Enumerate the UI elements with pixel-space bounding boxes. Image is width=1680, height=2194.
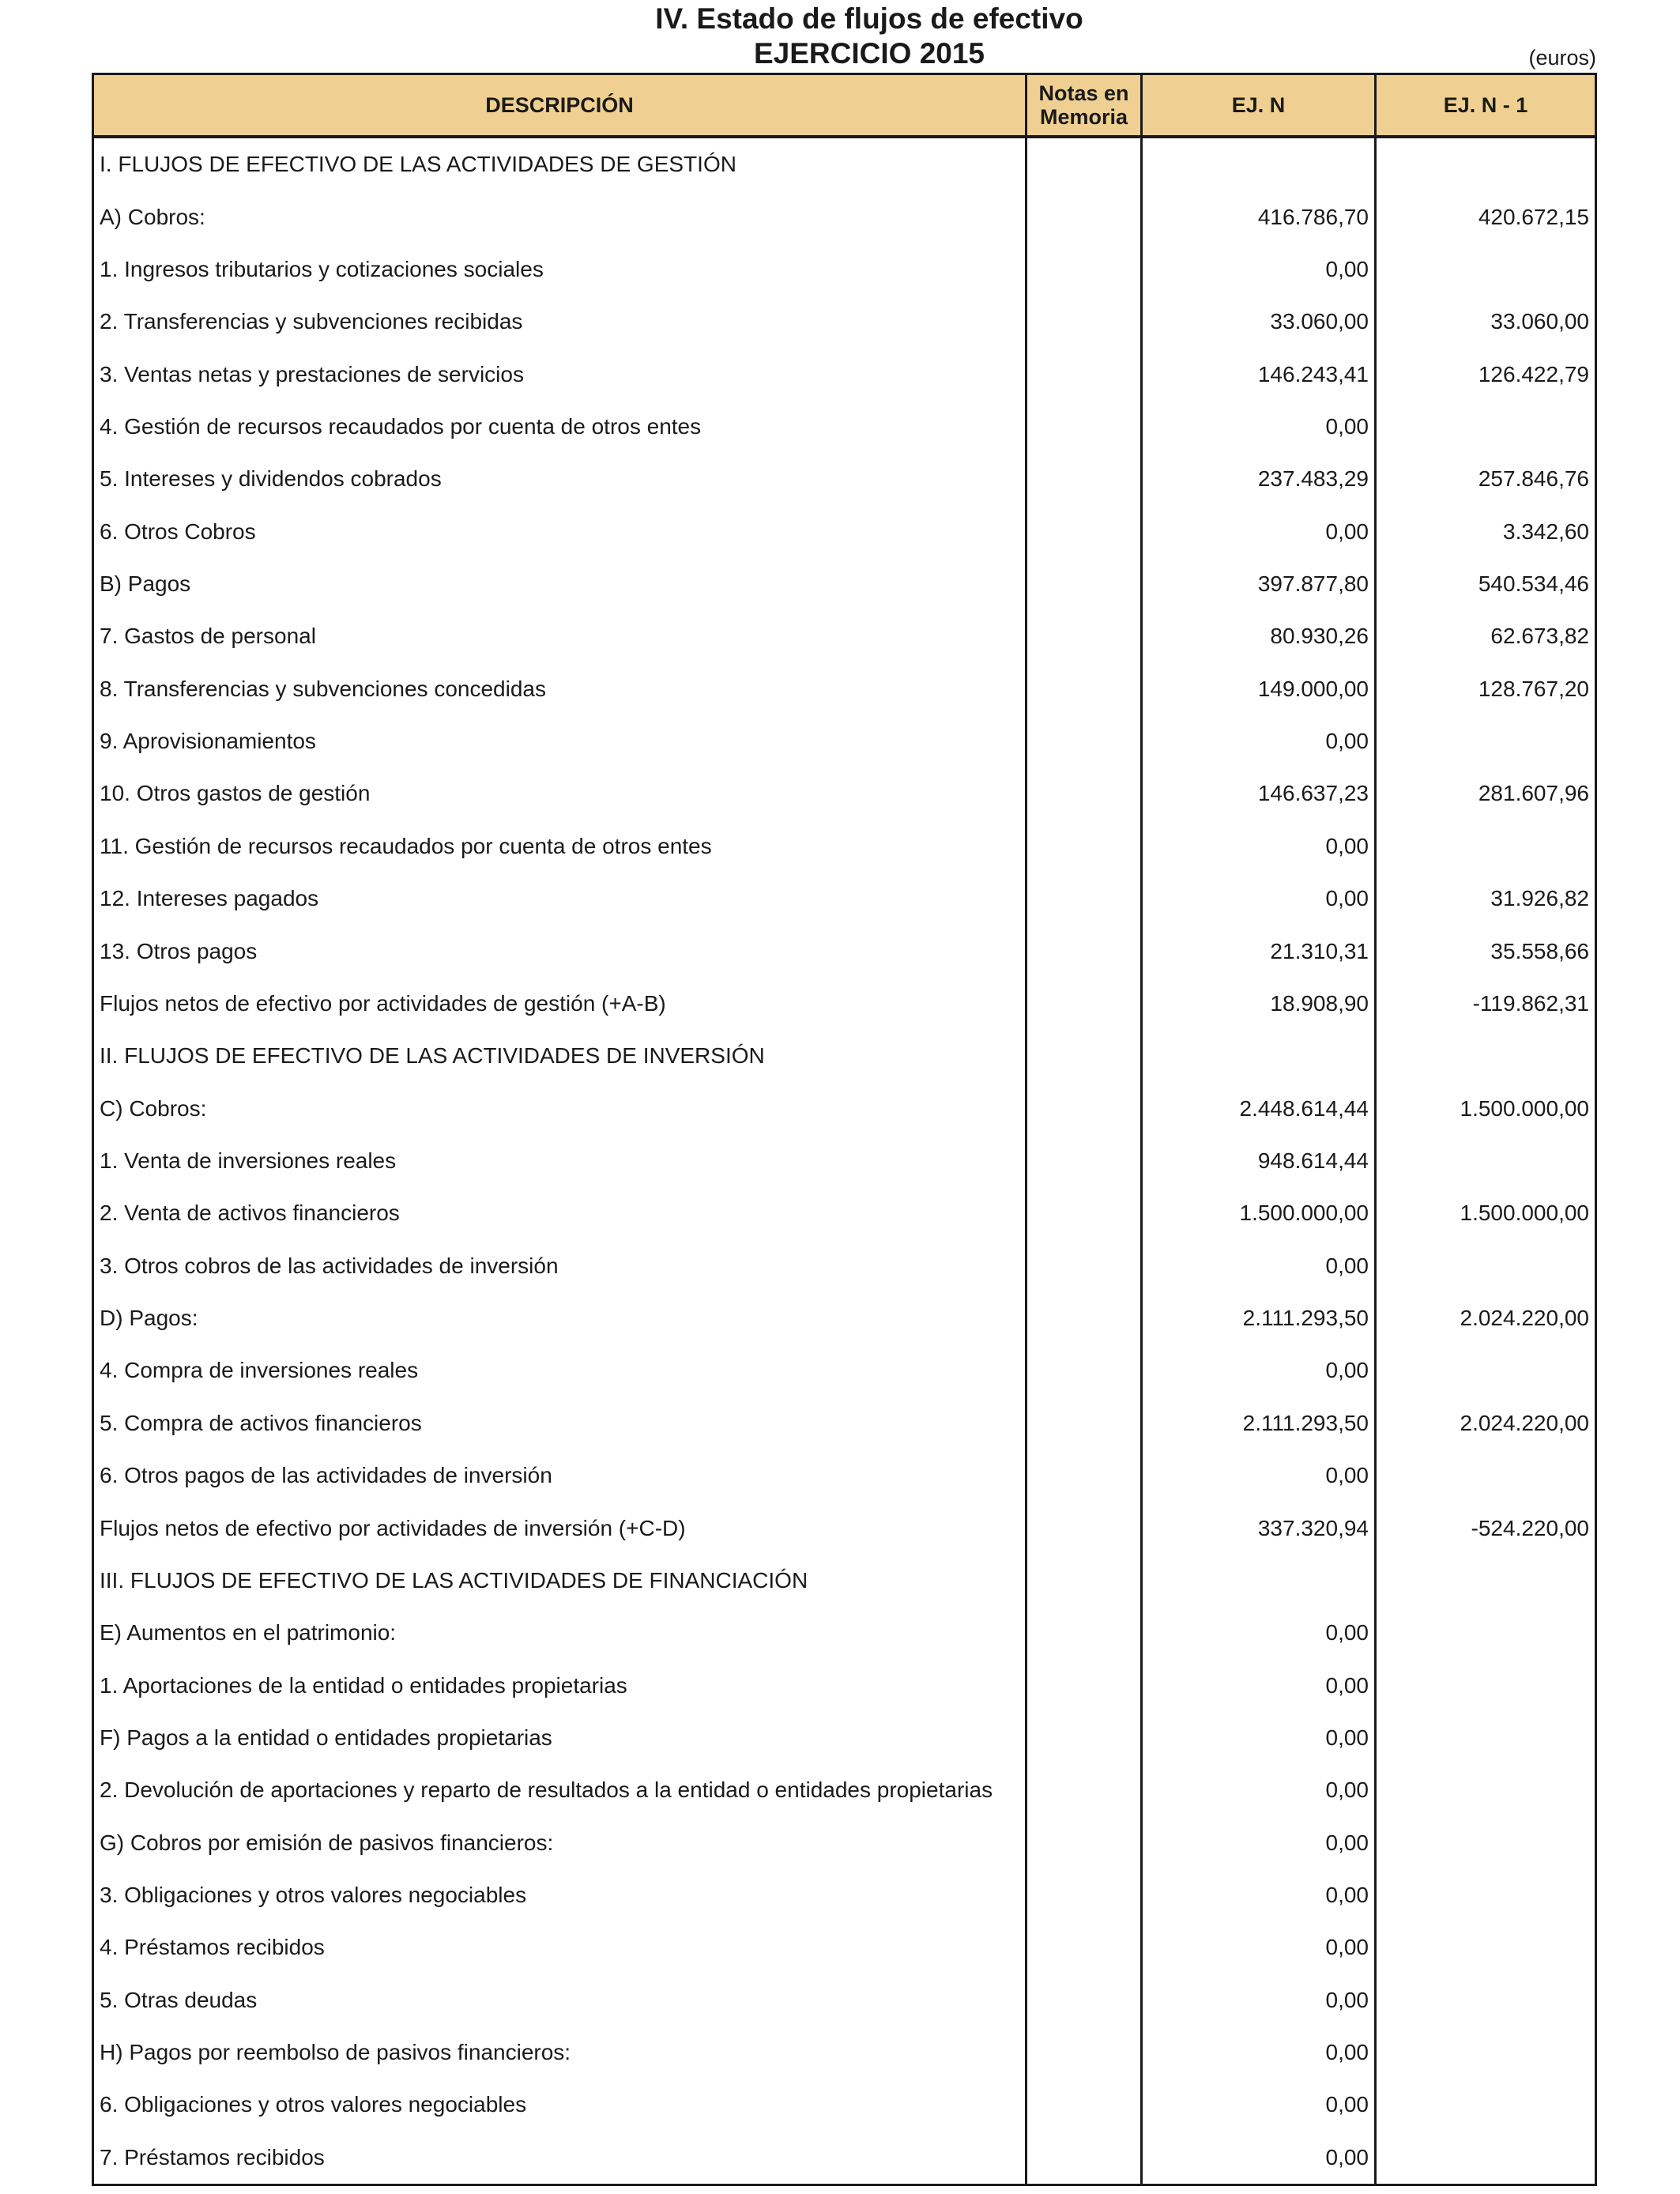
row-value-year-n: 0,00 [1142,243,1376,296]
document-subtitle: EJERCICIO 2015 [753,37,985,70]
row-value-year-n: 0,00 [1142,401,1376,453]
row-description: 6. Otros pagos de las actividades de inversión [93,1449,1026,1502]
row-value-year-n1: 540.534,46 [1376,558,1596,610]
row-notes [1026,1555,1142,1607]
row-notes [1026,715,1142,767]
row-value-year-n1: 420.672,15 [1376,190,1596,243]
table-row [93,2079,1596,2131]
row-value-year-n1: 128.767,20 [1376,663,1596,715]
row-notes [1026,506,1142,558]
row-value-year-n1 [1376,1659,1596,1711]
table-row [93,767,1596,820]
row-description: 3. Obligaciones y otros valores negociables [93,1869,1026,1921]
row-description: 2. Transferencias y subvenciones recibidas [93,296,1026,348]
row-notes [1026,820,1142,873]
cash-flow-table [92,73,1597,2186]
table-row [93,1030,1596,1082]
row-description: G) Cobros por emisión de pasivos financieros: [93,1817,1026,1869]
row-notes [1026,348,1142,400]
row-value-year-n1 [1376,715,1596,767]
row-value-year-n [1142,1555,1376,1607]
row-description: 4. Gestión de recursos recaudados por cuenta de otros entes [93,401,1026,453]
header-notes-line1: Notas en [1038,81,1129,105]
row-notes [1026,137,1142,190]
row-notes [1026,1712,1142,1764]
row-description: 4. Préstamos recibidos [93,1921,1026,1973]
row-notes [1026,1344,1142,1397]
row-notes [1026,2079,1142,2131]
row-value-year-n: 0,00 [1142,1449,1376,1502]
row-description: II. FLUJOS DE EFECTIVO DE LAS ACTIVIDADES DE INVERSIÓN [93,1030,1026,1082]
row-description: 11. Gestión de recursos recaudados por cuenta de otros entes [93,820,1026,873]
row-notes [1026,1030,1142,1082]
row-value-year-n: 0,00 [1142,1712,1376,1764]
row-notes [1026,1764,1142,1816]
row-value-year-n: 2.111.293,50 [1142,1292,1376,1344]
row-description: 2. Venta de activos financieros [93,1187,1026,1239]
table-row [93,1082,1596,1134]
row-value-year-n1 [1376,1555,1596,1607]
row-value-year-n: 0,00 [1142,1607,1376,1659]
row-description: D) Pagos: [93,1292,1026,1344]
row-description: 2. Devolución de aportaciones y reparto de resultados a la entidad o entidades propietarias [93,1764,1026,1816]
row-notes [1026,1082,1142,1134]
table-row [93,820,1596,873]
row-description: A) Cobros: [93,190,1026,243]
row-value-year-n [1142,137,1376,190]
row-notes [1026,401,1142,453]
row-description: 5. Otras deudas [93,1974,1026,2026]
table-row [93,1502,1596,1554]
row-notes [1026,1607,1142,1659]
row-description: 5. Compra de activos financieros [93,1397,1026,1449]
row-description: 1. Venta de inversiones reales [93,1135,1026,1187]
row-value-year-n1: 1.500.000,00 [1376,1187,1596,1239]
table-row [93,243,1596,296]
table-row [93,873,1596,925]
row-value-year-n: 0,00 [1142,1817,1376,1869]
table-row [93,1764,1596,1816]
table-row [93,1607,1596,1659]
row-notes [1026,873,1142,925]
row-notes [1026,1921,1142,1973]
row-notes [1026,1869,1142,1921]
row-description: B) Pagos [93,558,1026,610]
table-row [93,715,1596,767]
row-value-year-n1: 1.500.000,00 [1376,1082,1596,1134]
row-notes [1026,243,1142,296]
row-value-year-n1 [1376,1712,1596,1764]
row-value-year-n1 [1376,243,1596,296]
table-row [93,1135,1596,1187]
row-value-year-n: 149.000,00 [1142,663,1376,715]
row-description: 9. Aprovisionamientos [93,715,1026,767]
header-notes [1026,74,1142,138]
row-value-year-n: 0,00 [1142,1764,1376,1816]
row-description: 5. Intereses y dividendos cobrados [93,453,1026,505]
row-notes [1026,558,1142,610]
row-value-year-n1: 281.607,96 [1376,767,1596,820]
row-value-year-n1: 35.558,66 [1376,925,1596,977]
row-description: Flujos netos de efectivo por actividades de gestión (+A-B) [93,978,1026,1030]
row-description: 4. Compra de inversiones reales [93,1344,1026,1397]
row-value-year-n: 1.500.000,00 [1142,1187,1376,1239]
row-value-year-n: 18.908,90 [1142,978,1376,1030]
table-row [93,506,1596,558]
row-value-year-n: 80.930,26 [1142,610,1376,662]
row-value-year-n1 [1376,820,1596,873]
row-value-year-n: 0,00 [1142,1659,1376,1711]
row-value-year-n: 0,00 [1142,2026,1376,2079]
row-value-year-n: 0,00 [1142,1921,1376,1973]
header-description: DESCRIPCIÓN [93,74,1026,138]
row-description: 6. Obligaciones y otros valores negociables [93,2079,1026,2131]
row-description: I. FLUJOS DE EFECTIVO DE LAS ACTIVIDADES DE GESTIÓN [93,137,1026,190]
table-row [93,2026,1596,2079]
row-value-year-n1 [1376,2079,1596,2131]
row-notes [1026,1397,1142,1449]
row-value-year-n: 337.320,94 [1142,1502,1376,1554]
row-description: 6. Otros Cobros [93,506,1026,558]
row-value-year-n1: 62.673,82 [1376,610,1596,662]
row-notes [1026,190,1142,243]
row-value-year-n: 146.243,41 [1142,348,1376,400]
row-value-year-n: 146.637,23 [1142,767,1376,820]
row-value-year-n [1142,1030,1376,1082]
table-row [93,1817,1596,1869]
row-value-year-n1 [1376,1921,1596,1973]
row-value-year-n1 [1376,1974,1596,2026]
header-year-n1: EJ. N - 1 [1376,74,1596,138]
row-notes [1026,1187,1142,1239]
row-value-year-n: 0,00 [1142,1240,1376,1292]
row-value-year-n: 0,00 [1142,1344,1376,1397]
row-description: H) Pagos por reembolso de pasivos financieros: [93,2026,1026,2079]
row-value-year-n1: 257.846,76 [1376,453,1596,505]
table-row [93,1869,1596,1921]
table-row [93,1974,1596,2026]
table-row [93,1344,1596,1397]
row-notes [1026,1135,1142,1187]
row-value-year-n: 0,00 [1142,873,1376,925]
table-row [93,348,1596,400]
table-row [93,1397,1596,1449]
table-row [93,1921,1596,1973]
header-row [93,74,1596,138]
row-value-year-n1 [1376,1817,1596,1869]
row-description: III. FLUJOS DE EFECTIVO DE LAS ACTIVIDADES DE FINANCIACIÓN [93,1555,1026,1607]
row-value-year-n1 [1376,1344,1596,1397]
row-value-year-n1 [1376,1869,1596,1921]
row-value-year-n: 948.614,44 [1142,1135,1376,1187]
row-value-year-n: 33.060,00 [1142,296,1376,348]
table-row [93,2132,1596,2185]
row-notes [1026,925,1142,977]
table-row [93,190,1596,243]
table-row [93,1449,1596,1502]
table-row [93,1240,1596,1292]
table-row [93,925,1596,977]
row-value-year-n1 [1376,2132,1596,2185]
row-value-year-n: 416.786,70 [1142,190,1376,243]
row-value-year-n1: 126.422,79 [1376,348,1596,400]
header-year-n: EJ. N [1142,74,1376,138]
row-description: 1. Ingresos tributarios y cotizaciones sociales [93,243,1026,296]
row-value-year-n: 0,00 [1142,506,1376,558]
row-value-year-n1: 31.926,82 [1376,873,1596,925]
row-notes [1026,1974,1142,2026]
row-description: Flujos netos de efectivo por actividades de inversión (+C-D) [93,1502,1026,1554]
row-value-year-n1 [1376,1240,1596,1292]
row-value-year-n: 2.448.614,44 [1142,1082,1376,1134]
row-description: E) Aumentos en el patrimonio: [93,1607,1026,1659]
document-title: IV. Estado de flujos de efectivo [655,2,1083,35]
table-row [93,978,1596,1030]
row-notes [1026,767,1142,820]
row-value-year-n: 2.111.293,50 [1142,1397,1376,1449]
row-description: F) Pagos a la entidad o entidades propietarias [93,1712,1026,1764]
row-notes [1026,610,1142,662]
row-value-year-n: 237.483,29 [1142,453,1376,505]
row-notes [1026,453,1142,505]
row-value-year-n1 [1376,137,1596,190]
table-row [93,137,1596,190]
row-value-year-n1: 2.024.220,00 [1376,1397,1596,1449]
row-description: C) Cobros: [93,1082,1026,1134]
units-label: (euros) [1528,46,1596,70]
row-value-year-n1 [1376,1607,1596,1659]
row-description: 3. Ventas netas y prestaciones de servicios [93,348,1026,400]
row-value-year-n: 397.877,80 [1142,558,1376,610]
row-value-year-n: 0,00 [1142,2132,1376,2185]
table-row [93,296,1596,348]
table-row [93,401,1596,453]
row-value-year-n: 0,00 [1142,1974,1376,2026]
row-description: 3. Otros cobros de las actividades de inversión [93,1240,1026,1292]
row-description: 12. Intereses pagados [93,873,1026,925]
row-value-year-n: 0,00 [1142,820,1376,873]
table-row [93,558,1596,610]
table-row [93,610,1596,662]
row-description: 13. Otros pagos [93,925,1026,977]
row-value-year-n1 [1376,1135,1596,1187]
row-notes [1026,1292,1142,1344]
row-value-year-n: 0,00 [1142,1869,1376,1921]
table-row [93,1187,1596,1239]
row-value-year-n1: -119.862,31 [1376,978,1596,1030]
row-description: 10. Otros gastos de gestión [93,767,1026,820]
row-notes [1026,1240,1142,1292]
row-value-year-n1: 2.024.220,00 [1376,1292,1596,1344]
row-value-year-n1 [1376,401,1596,453]
row-value-year-n1: 3.342,60 [1376,506,1596,558]
row-value-year-n1 [1376,2026,1596,2079]
table-row [93,1555,1596,1607]
table-row [93,453,1596,505]
row-description: 8. Transferencias y subvenciones concedidas [93,663,1026,715]
table-row [93,1712,1596,1764]
row-notes [1026,1817,1142,1869]
row-notes [1026,1449,1142,1502]
table-row [93,663,1596,715]
row-notes [1026,978,1142,1030]
row-description: 1. Aportaciones de la entidad o entidades propietarias [93,1659,1026,1711]
table-row [93,1292,1596,1344]
row-value-year-n1: 33.060,00 [1376,296,1596,348]
row-notes [1026,296,1142,348]
row-value-year-n1 [1376,1764,1596,1816]
row-value-year-n1 [1376,1030,1596,1082]
row-notes [1026,1502,1142,1554]
row-description: 7. Préstamos recibidos [93,2132,1026,2185]
table-row [93,1659,1596,1711]
row-notes [1026,663,1142,715]
row-value-year-n: 21.310,31 [1142,925,1376,977]
row-notes [1026,2132,1142,2185]
header-notes-line2: Memoria [1039,105,1128,129]
row-description: 7. Gastos de personal [93,610,1026,662]
row-value-year-n1: -524.220,00 [1376,1502,1596,1554]
row-value-year-n1 [1376,1449,1596,1502]
row-notes [1026,1659,1142,1711]
row-value-year-n: 0,00 [1142,715,1376,767]
row-notes [1026,2026,1142,2079]
row-value-year-n: 0,00 [1142,2079,1376,2131]
